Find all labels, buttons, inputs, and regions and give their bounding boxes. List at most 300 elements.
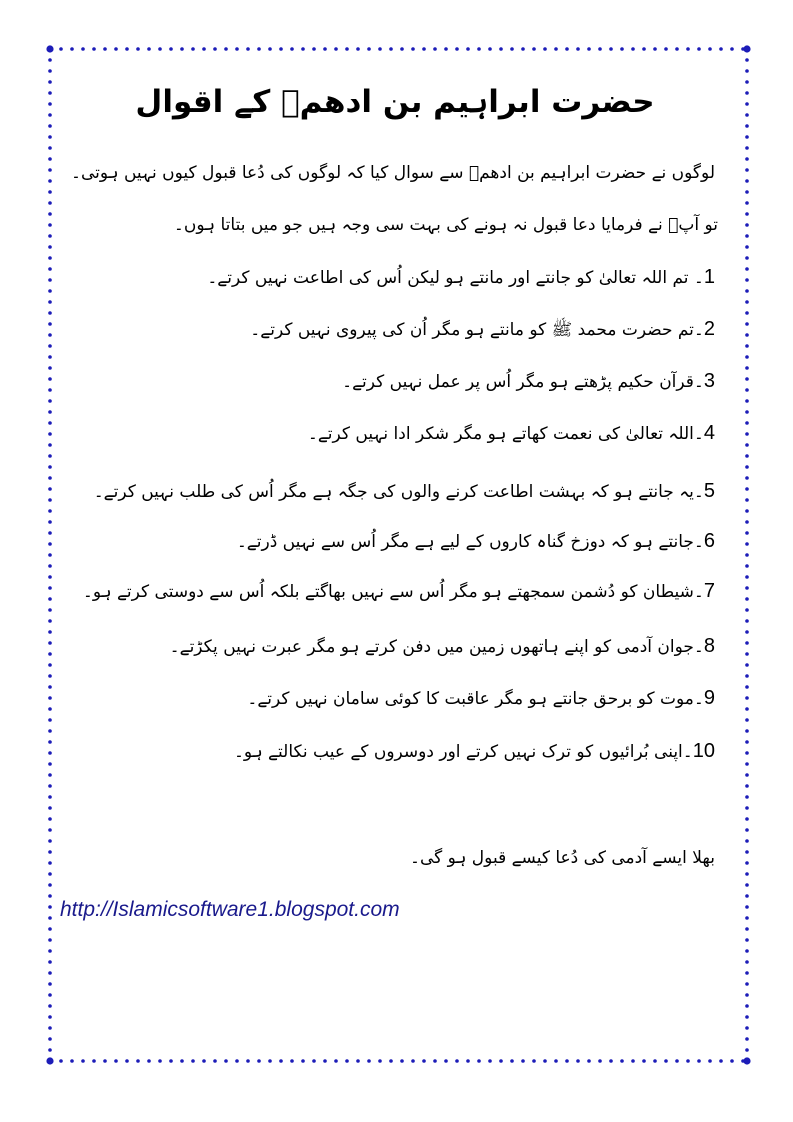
border-dot: [180, 1059, 184, 1063]
border-dot: [745, 652, 749, 656]
border-dot: [745, 487, 749, 491]
border-dot: [48, 443, 52, 447]
border-dot: [745, 465, 749, 469]
border-dot: [48, 234, 52, 238]
border-dot: [745, 542, 749, 546]
border-dot: [745, 553, 749, 557]
border-dot: [745, 608, 749, 612]
border-dot: [719, 47, 723, 51]
list-item: [237, 528, 715, 555]
list-item-number: 1: [703, 266, 715, 288]
border-dot: [745, 531, 749, 535]
border-dot: [745, 916, 749, 920]
border-dot: [411, 47, 415, 51]
border-dot: [48, 850, 52, 854]
border-dot: [745, 421, 749, 425]
border-dot: [136, 47, 140, 51]
border-dot: [48, 1037, 52, 1041]
border-dot: [48, 1048, 52, 1052]
list-item-text: ۔یہ جانتے ہو کہ بہشت اطاعت کرنے والوں کی جگہ ہے مگر اُس کی طلب نہیں کرتے۔: [93, 482, 704, 502]
border-dot: [48, 333, 52, 337]
border-dot: [745, 520, 749, 524]
list-item: [234, 738, 715, 765]
border-dot: [246, 1059, 250, 1063]
border-dot: [499, 1059, 503, 1063]
border-dot: [422, 47, 426, 51]
border-dot: [48, 828, 52, 832]
border-dot: [48, 267, 52, 271]
border-dot: [745, 278, 749, 282]
border-dot: [745, 630, 749, 634]
border-dot: [290, 47, 294, 51]
border-dot: [521, 1059, 525, 1063]
border-dot: [48, 971, 52, 975]
border-dot: [147, 1059, 151, 1063]
border-dot: [433, 47, 437, 51]
border-dot: [466, 1059, 470, 1063]
border-dot: [114, 47, 118, 51]
border-dot: [609, 1059, 613, 1063]
border-dot: [745, 80, 749, 84]
border-dot: [745, 883, 749, 887]
list-item: [250, 316, 715, 343]
border-dot: [745, 1026, 749, 1030]
border-dot: [48, 949, 52, 953]
border-dot: [356, 1059, 360, 1063]
list-item-text: ۔اللہ تعالیٰ کی نعمت کھاتے ہو مگر شکر ادا نہیں کرتے۔: [307, 424, 704, 444]
border-dot: [745, 674, 749, 678]
border-dot: [48, 927, 52, 931]
border-dot: [48, 641, 52, 645]
border-dot: [697, 47, 701, 51]
border-dot: [279, 47, 283, 51]
border-dot: [719, 1059, 723, 1063]
border-dot: [708, 47, 712, 51]
border-dot: [745, 861, 749, 865]
border-dot: [48, 762, 52, 766]
border-dot: [48, 696, 52, 700]
border-dot: [169, 47, 173, 51]
border-dot: [686, 47, 690, 51]
list-item-text: ۔جوان آدمی کو اپنے ہاتھوں زمین میں دفن کرتے ہو مگر عبرت نہیں پکڑتے۔: [169, 637, 704, 657]
border-dot: [191, 1059, 195, 1063]
border-dot: [745, 135, 749, 139]
border-dot: [158, 47, 162, 51]
border-dot: [745, 685, 749, 689]
border-dot: [70, 47, 74, 51]
border-dot: [48, 509, 52, 513]
border-dot: [345, 47, 349, 51]
border-dot: [257, 47, 261, 51]
border-dot: [48, 146, 52, 150]
border-dot: [48, 124, 52, 128]
border-dot: [48, 839, 52, 843]
border-dot: [334, 1059, 338, 1063]
border-dot: [224, 1059, 228, 1063]
border-dot: [48, 201, 52, 205]
border-dot: [745, 575, 749, 579]
border-dot: [745, 993, 749, 997]
border-dot: [345, 1059, 349, 1063]
border-dot: [48, 993, 52, 997]
border-dot: [745, 212, 749, 216]
border-dot: [730, 1059, 734, 1063]
list-item-number: 2: [703, 318, 715, 340]
border-dot: [213, 47, 217, 51]
border-dot: [488, 47, 492, 51]
border-dot: [745, 696, 749, 700]
border-dot: [466, 47, 470, 51]
border-dot: [48, 256, 52, 260]
border-dot: [745, 597, 749, 601]
border-dot: [745, 267, 749, 271]
border-dot: [246, 47, 250, 51]
border-dot: [48, 102, 52, 106]
corner-ornament-dot: [743, 45, 750, 52]
border-dot: [191, 47, 195, 51]
border-dot: [147, 47, 151, 51]
border-dot: [48, 773, 52, 777]
border-dot: [745, 839, 749, 843]
border-dot: [48, 245, 52, 249]
border-dot: [745, 1037, 749, 1041]
border-dot: [48, 377, 52, 381]
list-item-text: ۔ تم اللہ تعالیٰ کو جانتے اور مانتے ہو لیکن اُس کی اطاعت نہیں کرتے۔: [207, 268, 704, 288]
border-dot: [48, 322, 52, 326]
border-dot: [587, 1059, 591, 1063]
border-dot: [745, 432, 749, 436]
border-dot: [543, 47, 547, 51]
border-dot: [48, 113, 52, 117]
border-dot: [48, 685, 52, 689]
border-dot: [323, 1059, 327, 1063]
border-dot: [444, 47, 448, 51]
border-dot: [48, 289, 52, 293]
border-dot: [48, 91, 52, 95]
border-dot: [455, 1059, 459, 1063]
border-dot: [745, 443, 749, 447]
border-dot: [664, 47, 668, 51]
border-dot: [455, 47, 459, 51]
border-dot: [48, 674, 52, 678]
border-dot: [745, 498, 749, 502]
border-dot: [477, 1059, 481, 1063]
border-dot: [708, 1059, 712, 1063]
border-dot: [81, 47, 85, 51]
border-dot: [48, 311, 52, 315]
border-dot: [565, 1059, 569, 1063]
border-dot: [48, 894, 52, 898]
border-dot: [411, 1059, 415, 1063]
border-dot: [745, 894, 749, 898]
border-dot: [745, 113, 749, 117]
list-item-number: 10: [692, 740, 715, 762]
border-dot: [378, 47, 382, 51]
border-dot: [686, 1059, 690, 1063]
border-dot: [642, 1059, 646, 1063]
border-dot: [48, 344, 52, 348]
list-item-number: 4: [703, 422, 715, 444]
border-dot: [323, 47, 327, 51]
border-dot: [48, 795, 52, 799]
border-dot: [257, 1059, 261, 1063]
border-dot: [48, 168, 52, 172]
border-dot: [745, 300, 749, 304]
border-dot: [136, 1059, 140, 1063]
border-dot: [48, 718, 52, 722]
border-dot: [745, 179, 749, 183]
border-dot: [356, 47, 360, 51]
border-dot: [301, 47, 305, 51]
border-dot: [48, 300, 52, 304]
border-dot: [745, 311, 749, 315]
border-dot: [745, 762, 749, 766]
border-dot: [745, 718, 749, 722]
list-item: [83, 578, 715, 605]
closing-line: بھلا ایسے آدمی کی دُعا کیسے قبول ہو گی۔: [410, 848, 715, 868]
border-dot: [48, 872, 52, 876]
border-dot: [745, 586, 749, 590]
border-dot: [745, 971, 749, 975]
border-dot: [48, 630, 52, 634]
list-item: [170, 633, 715, 660]
list-item: [94, 478, 715, 505]
border-dot: [48, 553, 52, 557]
corner-ornament-dot: [743, 1057, 750, 1064]
border-dot: [745, 58, 749, 62]
border-dot: [125, 47, 129, 51]
border-dot: [620, 1059, 624, 1063]
border-dot: [48, 652, 52, 656]
border-dot: [631, 1059, 635, 1063]
list-item-number: 8: [703, 635, 715, 657]
border-dot: [510, 1059, 514, 1063]
border-dot: [92, 47, 96, 51]
border-dot: [48, 366, 52, 370]
border-dot: [620, 47, 624, 51]
list-item-number: 7: [703, 580, 715, 602]
border-dot: [70, 1059, 74, 1063]
border-dot: [400, 1059, 404, 1063]
list-item: [308, 420, 715, 447]
border-dot: [48, 597, 52, 601]
border-dot: [202, 1059, 206, 1063]
border-dot: [48, 608, 52, 612]
border-dot: [169, 1059, 173, 1063]
border-dot: [389, 1059, 393, 1063]
border-dot: [433, 1059, 437, 1063]
border-dot: [312, 1059, 316, 1063]
border-dot: [745, 322, 749, 326]
border-dot: [477, 47, 481, 51]
border-dot: [554, 1059, 558, 1063]
border-dot: [48, 498, 52, 502]
border-dot: [745, 619, 749, 623]
border-dot: [664, 1059, 668, 1063]
border-dot: [745, 982, 749, 986]
border-dot: [653, 1059, 657, 1063]
border-dot: [235, 1059, 239, 1063]
border-dot: [48, 729, 52, 733]
border-dot: [745, 817, 749, 821]
border-dot: [301, 1059, 305, 1063]
border-dot: [48, 1026, 52, 1030]
intro-line-2: تو آپؒ نے فرمایا دعا قبول نہ ہونے کی بہت سی وجہ ہیں جو میں بتاتا ہوں۔: [173, 215, 718, 235]
border-dot: [521, 47, 525, 51]
border-dot: [48, 487, 52, 491]
border-dot: [48, 476, 52, 480]
border-dot: [290, 1059, 294, 1063]
border-dot: [48, 982, 52, 986]
blog-url-link[interactable]: http://Islamicsoftware1.blogspot.com: [60, 898, 400, 921]
border-dot: [745, 344, 749, 348]
border-dot: [48, 575, 52, 579]
border-dot: [48, 905, 52, 909]
border-dot: [389, 47, 393, 51]
border-dot: [745, 454, 749, 458]
border-dot: [202, 47, 206, 51]
border-dot: [631, 47, 635, 51]
list-item-text: ۔شیطان کو دُشمن سمجھتے ہو مگر اُس سے نہیں بھاگتے بلکہ اُس سے دوستی کرتے ہو۔: [82, 582, 704, 602]
border-dot: [745, 91, 749, 95]
border-dot: [745, 190, 749, 194]
list-item-text: ۔موت کو برحق جانتے ہو مگر عاقبت کا کوئی سامان نہیں کرتے۔: [247, 689, 704, 709]
border-dot: [745, 751, 749, 755]
border-dot: [400, 47, 404, 51]
border-dot: [745, 927, 749, 931]
border-dot: [488, 1059, 492, 1063]
border-dot: [48, 564, 52, 568]
border-dot: [81, 1059, 85, 1063]
border-dot: [444, 1059, 448, 1063]
border-dot: [48, 784, 52, 788]
border-dot: [745, 828, 749, 832]
border-dot: [180, 47, 184, 51]
border-dot: [367, 1059, 371, 1063]
border-dot: [745, 355, 749, 359]
border-dot: [642, 47, 646, 51]
border-dot: [576, 47, 580, 51]
border-dot: [48, 223, 52, 227]
page-title: حضرت ابراہیم بن ادھمؒ کے اقوال: [135, 84, 655, 120]
border-dot: [745, 168, 749, 172]
border-dot: [745, 1015, 749, 1019]
list-item-number: 6: [703, 530, 715, 552]
border-dot: [312, 47, 316, 51]
border-dot: [745, 960, 749, 964]
border-dot: [745, 410, 749, 414]
border-dot: [158, 1059, 162, 1063]
border-dot: [532, 47, 536, 51]
border-dot: [422, 1059, 426, 1063]
border-dot: [48, 817, 52, 821]
list-item-text: ۔تم حضرت محمد ﷺ کو مانتے ہو مگر اُن کی پیروی نہیں کرتے۔: [250, 320, 704, 340]
border-dot: [745, 157, 749, 161]
border-dot: [48, 861, 52, 865]
border-dot: [730, 47, 734, 51]
border-dot: [653, 47, 657, 51]
list-item: [207, 264, 715, 291]
corner-ornament-dot: [46, 45, 53, 52]
border-dot: [576, 1059, 580, 1063]
border-dot: [675, 47, 679, 51]
list-item-text: ۔قرآن حکیم پڑھتے ہو مگر اُس پر عمل نہیں کرتے۔: [342, 372, 704, 392]
border-dot: [48, 542, 52, 546]
corner-ornament-dot: [46, 1057, 53, 1064]
border-dot: [103, 47, 107, 51]
border-dot: [114, 1059, 118, 1063]
border-dot: [745, 377, 749, 381]
border-dot: [235, 47, 239, 51]
border-dot: [745, 1048, 749, 1052]
border-dot: [745, 850, 749, 854]
border-dot: [745, 564, 749, 568]
border-dot: [745, 641, 749, 645]
list-item-number: 5: [703, 480, 715, 502]
list-item-number: 9: [703, 687, 715, 709]
list-item-text: ۔اپنی بُرائیوں کو ترک نہیں کرتے اور دوسروں کے عیب نکالتے ہو۔: [233, 742, 693, 762]
border-dot: [48, 586, 52, 590]
border-dot: [334, 47, 338, 51]
border-dot: [279, 1059, 283, 1063]
border-dot: [745, 949, 749, 953]
border-dot: [48, 938, 52, 942]
border-dot: [554, 47, 558, 51]
border-dot: [745, 784, 749, 788]
border-dot: [48, 740, 52, 744]
border-dot: [48, 80, 52, 84]
border-dot: [268, 47, 272, 51]
border-dot: [48, 960, 52, 964]
border-dot: [48, 58, 52, 62]
border-dot: [59, 1059, 63, 1063]
border-dot: [48, 190, 52, 194]
border-dot: [532, 1059, 536, 1063]
border-dot: [510, 47, 514, 51]
border-dot: [48, 410, 52, 414]
border-dot: [48, 212, 52, 216]
border-dot: [48, 388, 52, 392]
border-dot: [745, 256, 749, 260]
border-dot: [378, 1059, 382, 1063]
border-dot: [745, 245, 749, 249]
border-dot: [48, 520, 52, 524]
list-item: [342, 368, 715, 395]
border-dot: [675, 1059, 679, 1063]
border-dot: [48, 663, 52, 667]
border-dot: [745, 729, 749, 733]
border-dot: [745, 146, 749, 150]
border-dot: [745, 102, 749, 106]
border-dot: [268, 1059, 272, 1063]
border-dot: [48, 135, 52, 139]
border-dot: [48, 916, 52, 920]
border-dot: [48, 157, 52, 161]
border-dot: [609, 47, 613, 51]
border-dot: [224, 47, 228, 51]
border-dot: [697, 1059, 701, 1063]
border-dot: [48, 454, 52, 458]
border-dot: [48, 465, 52, 469]
border-dot: [745, 366, 749, 370]
border-dot: [48, 1004, 52, 1008]
border-dot: [745, 223, 749, 227]
border-dot: [565, 47, 569, 51]
border-dot: [499, 47, 503, 51]
border-dot: [48, 751, 52, 755]
border-dot: [59, 47, 63, 51]
border-dot: [48, 179, 52, 183]
